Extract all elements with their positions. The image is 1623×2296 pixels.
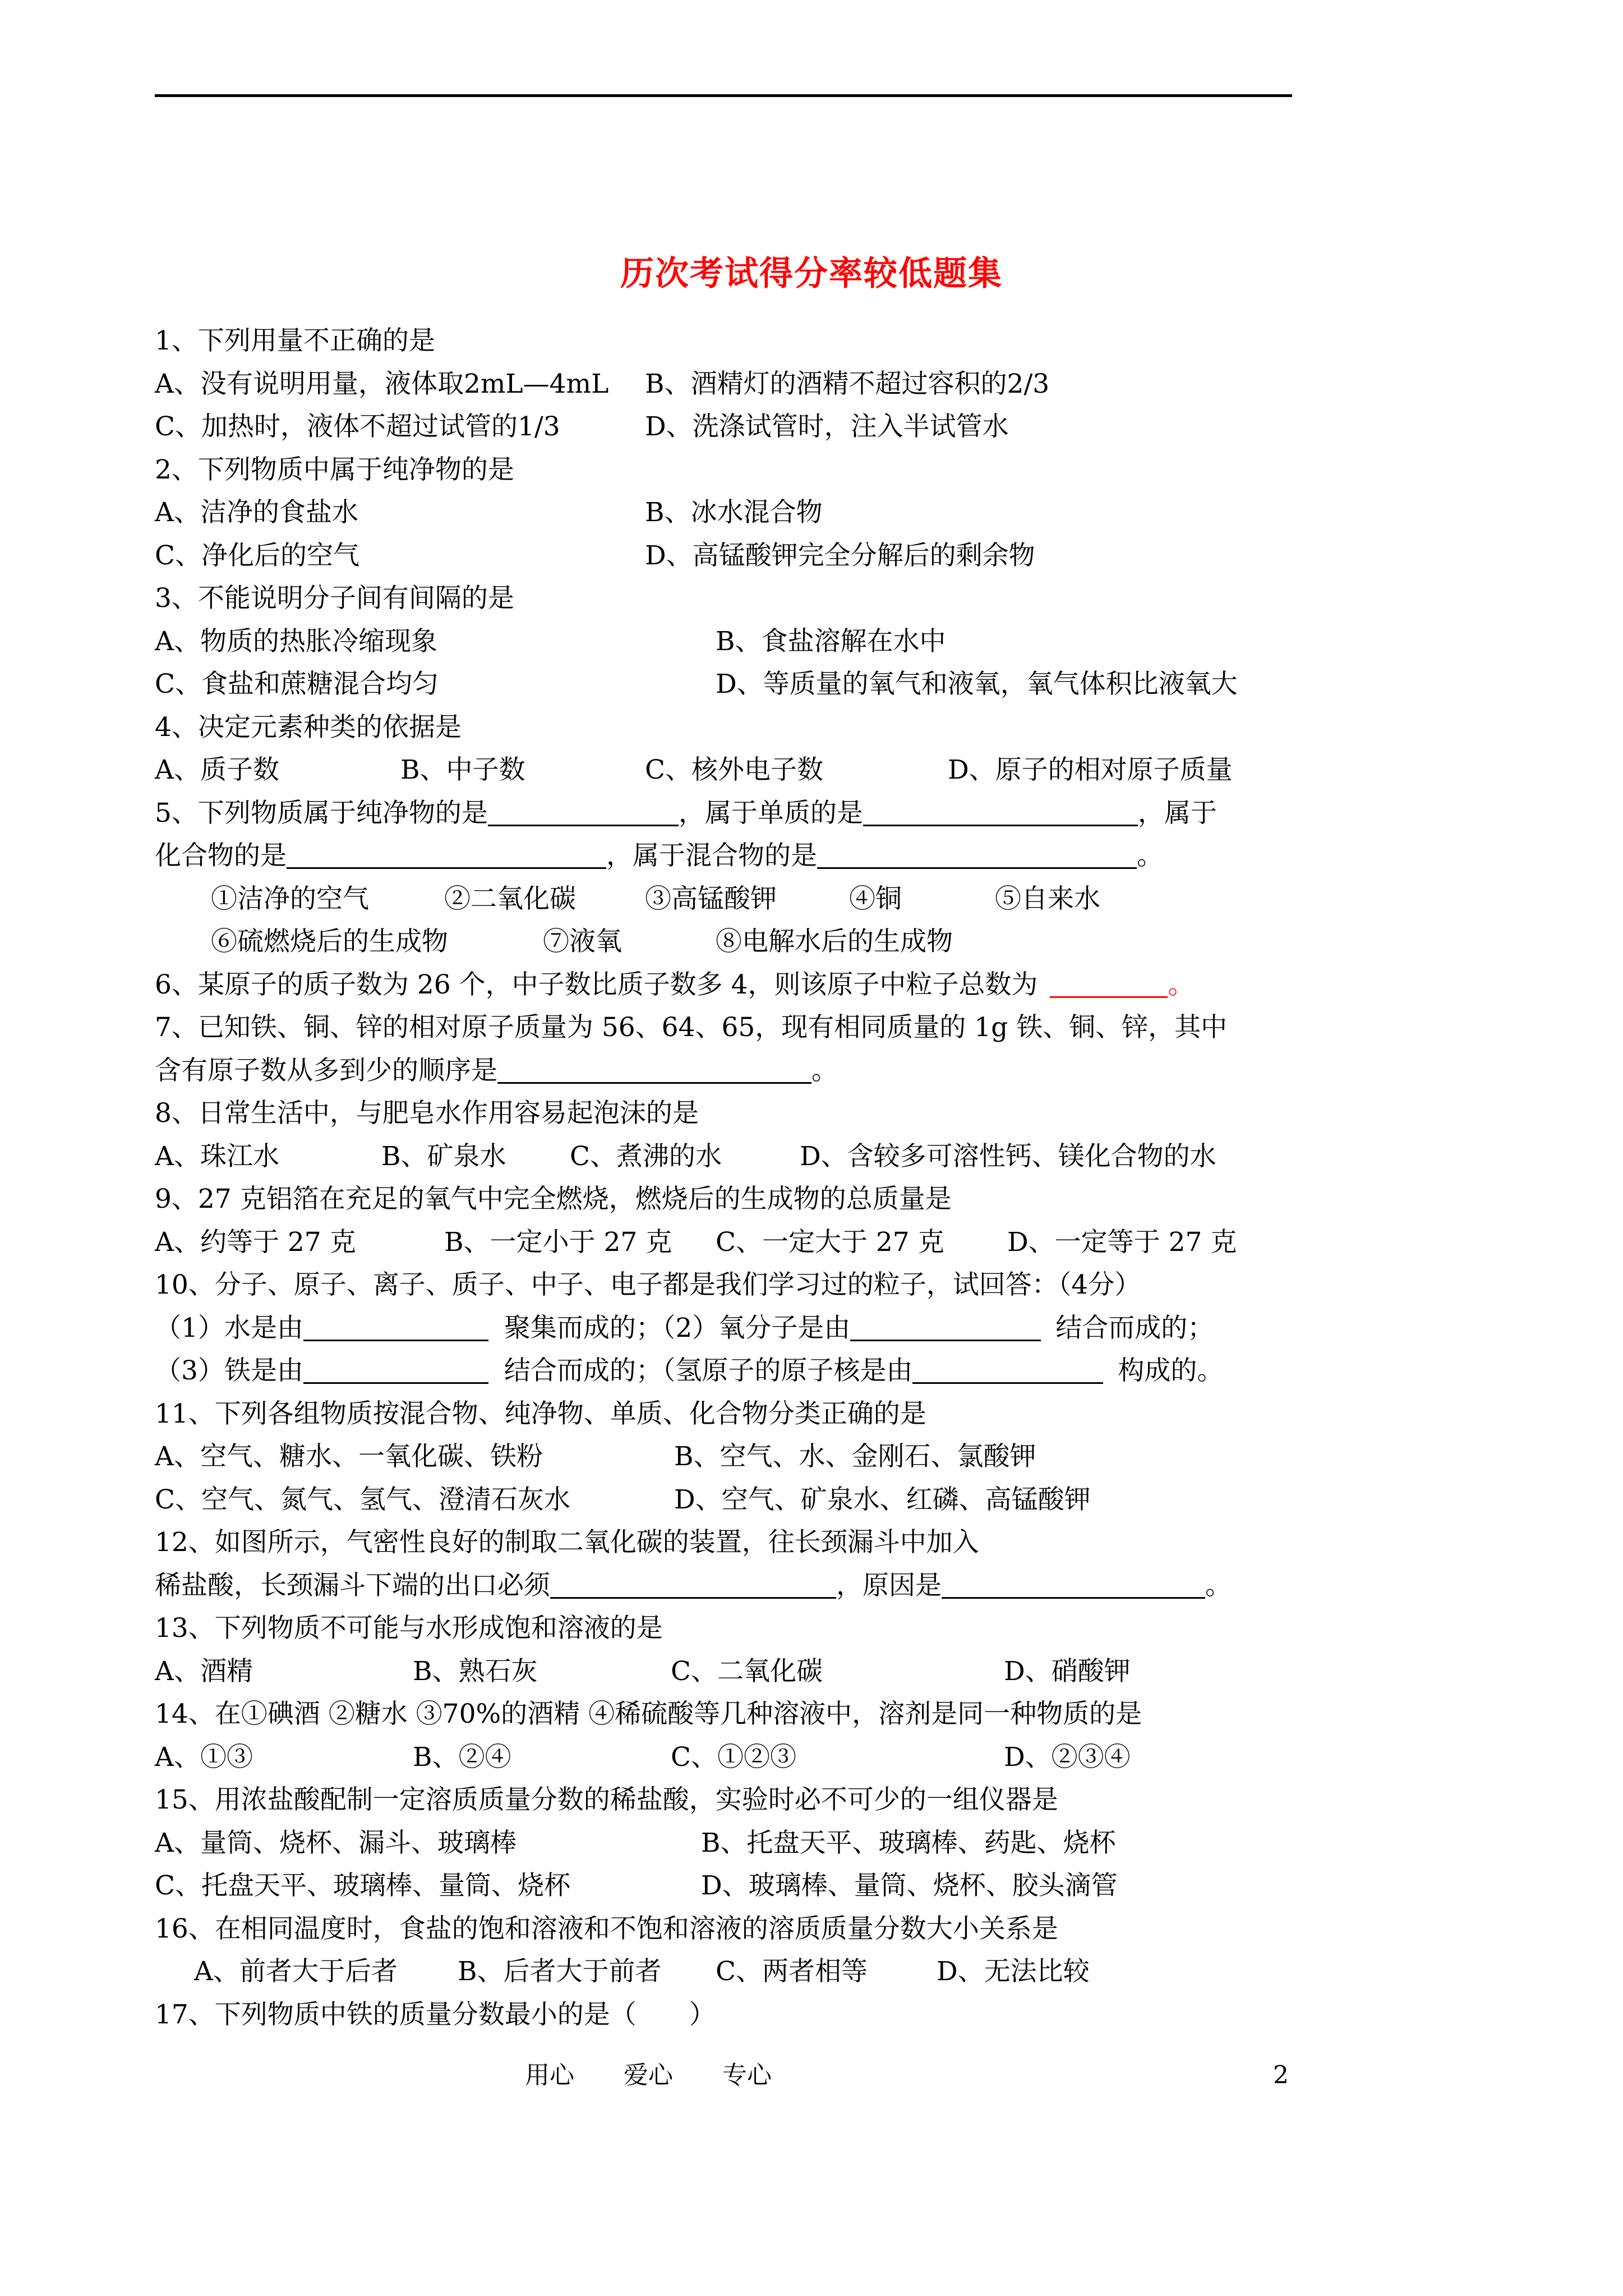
question-8-options [155,1135,1299,1179]
option-c: C、食盐和蔗糖混合均匀 [155,669,439,700]
option-b: B、②④ [413,1741,511,1773]
option-b: B、冰水混合物 [645,497,823,528]
question-text: （3）铁是由 [155,1355,303,1386]
answer-blank[interactable] [303,1312,488,1341]
question-6 [155,964,1299,1007]
question-text: 8、日常生活中，与肥皂水作用容易起泡沫的是 [155,1098,699,1129]
option-a: A、质子数 [155,754,279,785]
answer-blank[interactable] [287,839,606,869]
option-a: A、空气、糖水、一氧化碳、铁粉 [155,1441,543,1472]
option-d: D、硝酸钾 [1004,1655,1131,1687]
page-number: 2 [1273,2061,1289,2090]
option-b: B、一定小于 27 克 [444,1226,672,1258]
option-c: C、空气、氮气、氢气、澄清石灰水 [155,1484,570,1515]
question-1-options-ab [155,363,1299,406]
answer-blank[interactable] [863,797,1138,826]
option-c: C、一定大于 27 克 [716,1226,944,1258]
option-c: C、净化后的空气 [155,540,359,571]
answer-blank[interactable] [497,1054,811,1084]
option-b: B、矿泉水 [381,1140,506,1172]
question-17-stem [155,1994,1299,2037]
option-c: C、加热时，液体不超过试管的1/3 [155,411,560,442]
option-a: A、没有说明用量，液体取2mL—4mL [155,368,609,399]
option-b: B、熟石灰 [413,1655,538,1687]
question-16-options [155,1950,1299,1994]
question-13-options [155,1650,1299,1694]
question-15-options-ab [155,1822,1299,1865]
option-a: A、物质的热胀冷缩现象 [155,625,437,657]
question-text: 15、用浓盐酸配制一定溶质质量分数的稀盐酸，实验时必不可少的一组仪器是 [155,1784,1058,1815]
question-11-options-ab [155,1435,1299,1479]
option-b: B、托盘天平、玻璃棒、药匙、烧杯 [701,1827,1116,1858]
question-text: （氢原子的原子核是由 [662,1355,913,1386]
item: ⑤自来水 [995,883,1100,914]
question-4-stem [155,706,1299,749]
question-text: 聚集而成的； [504,1312,662,1343]
question-11-stem [155,1393,1299,1436]
option-d: D、空气、矿泉水、红磷、高锰酸钾 [674,1484,1091,1515]
option-b: B、食盐溶解在水中 [716,625,946,657]
option-b: B、后者大于前者 [458,1956,662,1987]
answer-blank[interactable] [942,1569,1205,1599]
question-text: 。 [811,1055,838,1086]
question-text: 6、某原子的质子数为 26 个，中子数比质子数多 4，则该原子中粒子总数为 [155,969,1038,1000]
option-b: B、空气、水、金刚石、氯酸钾 [674,1441,1036,1472]
question-2-options-ab [155,491,1299,535]
question-9-stem [155,1178,1299,1221]
question-2-options-cd [155,535,1299,578]
question-text: 结合而成的； [504,1355,662,1386]
question-text: 稀盐酸，长颈漏斗下端的出口必须 [155,1570,550,1601]
question-5-line-2 [155,835,1299,878]
question-11-options-cd [155,1479,1299,1522]
item: ⑧电解水后的生成物 [716,926,953,957]
option-c: C、煮沸的水 [570,1140,722,1172]
question-text: ，原因是 [836,1570,942,1601]
answer-blank[interactable] [817,839,1137,869]
option-d: D、高锰酸钾完全分解后的剩余物 [645,540,1035,571]
question-9-options [155,1221,1299,1264]
question-15-stem [155,1779,1299,1822]
question-text: 13、下列物质不可能与水形成饱和溶液的是 [155,1613,663,1644]
option-a: A、酒精 [155,1655,253,1687]
question-5-line-1 [155,792,1299,835]
question-3-options-ab [155,620,1299,664]
question-7-line-2 [155,1050,1299,1093]
question-4-options [155,749,1299,792]
header-rule [155,94,1292,97]
question-13-stem [155,1607,1299,1650]
question-2-stem [155,449,1299,492]
answer-blank[interactable] [303,1354,488,1384]
question-3-options-cd [155,663,1299,706]
question-12-line-1 [155,1521,1299,1565]
option-d: D、无法比较 [937,1956,1090,1987]
question-text: 。 [1168,969,1195,1000]
question-14-options [155,1736,1299,1779]
option-c: C、二氧化碳 [671,1655,823,1687]
question-text: 17、下列物质中铁的质量分数最小的是（ ） [155,1999,716,2030]
answer-blank[interactable] [550,1569,836,1599]
option-c: C、托盘天平、玻璃棒、量筒、烧杯 [155,1870,570,1901]
question-text: ，属于 [1137,797,1217,829]
question-text: ，属于混合物的是 [606,840,817,871]
question-text: 5、下列物质属于纯净物的是 [155,797,488,829]
option-b: B、中子数 [400,754,525,785]
answer-blank[interactable] [488,797,679,826]
option-c: C、核外电子数 [645,754,823,785]
option-c: C、两者相等 [716,1956,868,1987]
option-d: D、等质量的氧气和液氧，氧气体积比液氧大 [716,669,1238,700]
question-text: 3、不能说明分子间有间隔的是 [155,583,514,614]
question-14-stem [155,1693,1299,1736]
question-10-sub-3-4 [155,1350,1299,1393]
question-text: 11、下列各组物质按混合物、纯净物、单质、化合物分类正确的是 [155,1398,926,1429]
option-d: D、洗涤试管时，注入半试管水 [645,411,1009,442]
option-a: A、量筒、烧杯、漏斗、玻璃棒 [155,1827,517,1858]
question-1-stem [155,320,1299,363]
option-c: C、①②③ [671,1741,796,1773]
question-7-line-1 [155,1006,1299,1050]
footer-motto: 用心 爱心 专心 [525,2061,772,2090]
option-d: D、含较多可溶性钙、镁化合物的水 [800,1140,1216,1172]
question-text: 7、已知铁、铜、锌的相对原子质量为 56、64、65，现有相同质量的 1g 铁、铜、锌，其中 [155,1012,1228,1043]
question-text: 化合物的是 [155,840,287,871]
question-text: 4、决定元素种类的依据是 [155,711,462,743]
question-text: 9、27 克铝箔在充足的氧气中完全燃烧，燃烧后的生成物的总质量是 [155,1184,952,1214]
question-5-items-2 [155,921,1299,964]
option-d: D、原子的相对原子质量 [948,754,1233,785]
page-title: 历次考试得分率较低题集 [620,254,1003,293]
option-d: D、玻璃棒、量筒、烧杯、胶头滴管 [701,1870,1118,1901]
item: ⑥硫燃烧后的生成物 [211,926,448,957]
option-a: A、前者大于后者 [194,1956,398,1987]
question-15-options-cd [155,1865,1299,1908]
option-d: D、一定等于 27 克 [1007,1226,1237,1258]
question-text: 14、在①碘酒 ②糖水 ③70%的酒精 ④稀硫酸等几种溶液中，溶剂是同一种物质的是 [155,1699,1142,1729]
question-8-stem [155,1092,1299,1135]
question-1-options-cd [155,406,1299,449]
question-10-sub-1-2 [155,1307,1299,1350]
question-text: 。 [1137,840,1163,871]
question-text: 含有原子数从多到少的顺序是 [155,1055,497,1086]
option-a: A、洁净的食盐水 [155,497,358,528]
option-a: A、约等于 27 克 [155,1226,356,1258]
question-text: 16、在相同温度时，食盐的饱和溶液和不饱和溶液的溶质质量分数大小关系是 [155,1913,1058,1944]
question-3-stem [155,577,1299,620]
question-text: 2、下列物质中属于纯净物的是 [155,454,514,485]
item: ①洁净的空气 [211,883,369,914]
option-a: A、①③ [155,1741,253,1773]
question-16-stem [155,1908,1299,1951]
answer-blank[interactable] [1050,968,1168,998]
item: ③高锰酸钾 [645,883,777,914]
question-text: 10、分子、原子、离子、质子、中子、电子都是我们学习过的粒子，试回答：（4分） [155,1269,1141,1300]
item: ④铜 [849,883,902,914]
question-text: 12、如图所示，气密性良好的制取二氧化碳的装置，往长颈漏斗中加入 [155,1527,979,1558]
question-12-line-2 [155,1565,1299,1608]
question-list [155,320,1299,2036]
item: ⑦液氧 [543,926,622,957]
answer-blank[interactable] [850,1312,1041,1341]
option-b: B、酒精灯的酒精不超过容积的2/3 [645,368,1050,399]
question-text: ，属于单质的是 [678,797,863,829]
option-d: D、②③④ [1004,1741,1131,1773]
question-10-stem [155,1264,1299,1307]
question-text: 构成的。 [1118,1355,1224,1386]
question-text: （2）氧分子是由 [662,1312,851,1343]
question-text: （1）水是由 [155,1312,303,1343]
option-a: A、珠江水 [155,1140,279,1172]
item: ②二氧化碳 [444,883,576,914]
question-5-items-1 [155,878,1299,921]
question-text: 。 [1205,1570,1232,1601]
question-text: 结合而成的； [1055,1312,1214,1343]
question-text: 1、下列用量不正确的是 [155,325,435,356]
answer-blank[interactable] [912,1354,1103,1384]
